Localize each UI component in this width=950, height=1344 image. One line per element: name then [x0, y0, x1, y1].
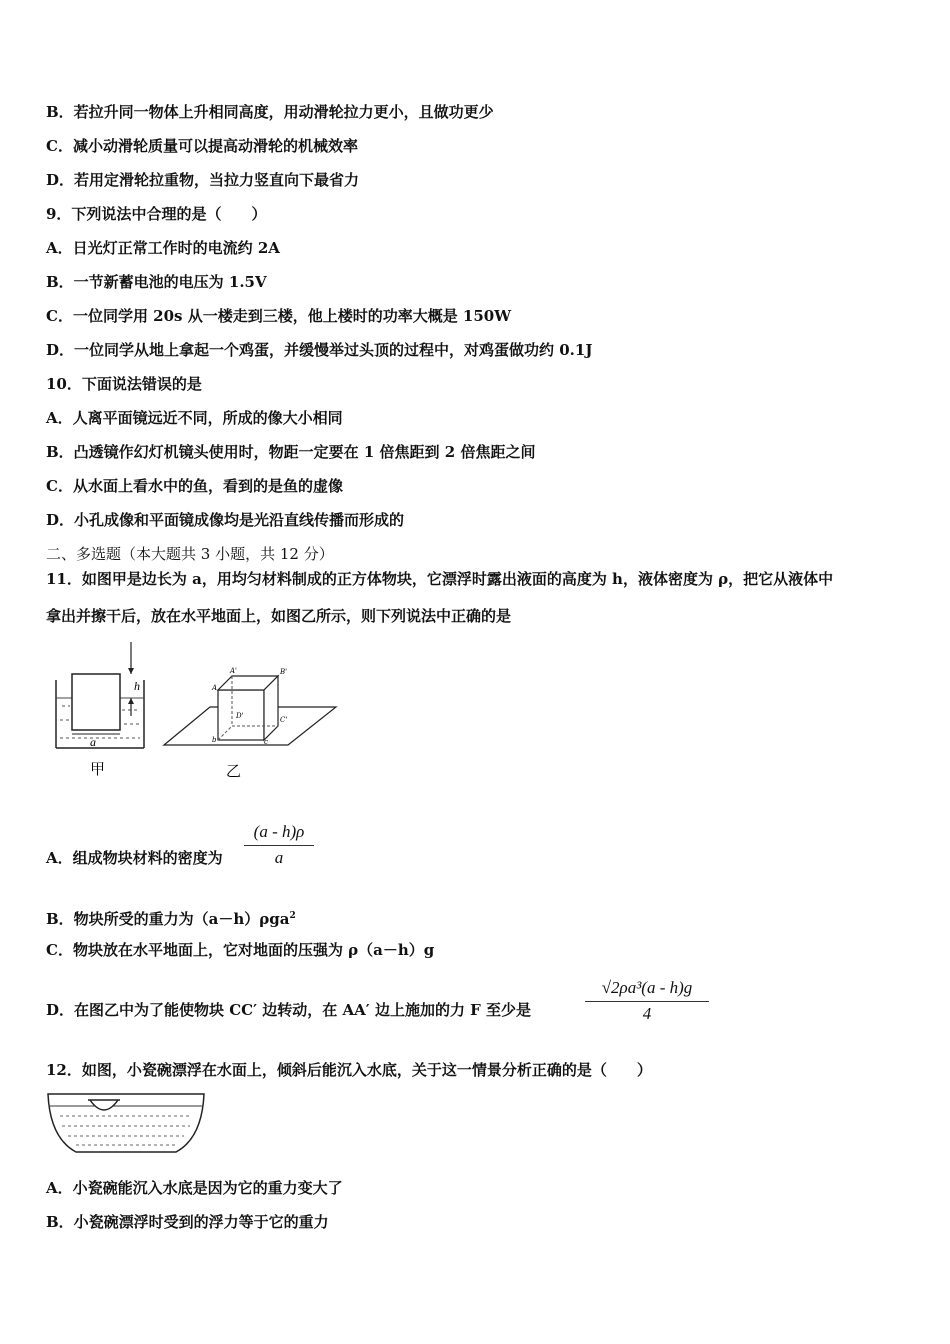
cube-label-a-prime: A' — [230, 667, 237, 675]
question-9: 9．下列说法中合理的是（ ） — [46, 205, 267, 223]
q9-option-b: B．一节新蓄电池的电压为 1.5V — [46, 273, 267, 291]
q8-option-d: D．若用定滑轮拉重物，当拉力竖直向下最省力 — [46, 171, 360, 189]
cube-label-c-prime: C' — [280, 716, 288, 724]
q8-option-b: B．若拉升同一物体上升相同高度，用动滑轮拉力更小，且做功更少 — [46, 103, 494, 121]
cube-label-d-prime: D' — [236, 712, 244, 720]
caption-yi: 乙 — [226, 762, 242, 780]
label-a: a — [90, 735, 96, 749]
q10-option-b: B．凸透镜作幻灯机镜头使用时，物距一定要在 1 倍焦距到 2 倍焦距之间 — [46, 443, 536, 461]
formula-density — [244, 822, 314, 868]
section-title-multiple-choice: 二、多选题（本大题共 3 小题，共 12 分） — [46, 545, 334, 563]
cube-label-b-prime: B' — [280, 668, 288, 676]
cube-label-b: b — [212, 736, 217, 744]
figure-jia-floating-cube — [50, 640, 150, 780]
question-11-line-1: 11．如图甲是边长为 a，用均匀材料制成的正方体物块，它漂浮时露出液面的高度为 h，液体密度为 ρ，把它从液体中 — [46, 570, 834, 588]
q11-option-d: D．在图乙中为了能使物块 CC′ 边转动，在 AA′ 边上施加的力 F 至少是 — [46, 1001, 532, 1019]
q11-option-b — [46, 906, 296, 929]
cube-label-c: c — [264, 738, 268, 746]
figure-bowl-in-water — [46, 1088, 206, 1158]
question-12: 12．如图，小瓷碗漂浮在水面上，倾斜后能沉入水底，关于这一情景分析正确的是（ ） — [46, 1061, 652, 1079]
formula-force — [585, 978, 709, 1024]
q10-option-a: A．人离平面镜远近不同，所成的像大小相同 — [46, 409, 343, 427]
label-h: h — [134, 679, 140, 693]
caption-jia: 甲 — [90, 760, 106, 778]
formula-force-numerator: √2ρa³(a - h)g — [585, 978, 709, 1002]
figure-yi-cube-on-ground — [160, 660, 340, 780]
q9-option-a: A．日光灯正常工作时的电流约 2A — [46, 239, 280, 257]
cube-label-a: A — [212, 684, 218, 692]
q12-option-b: B．小瓷碗漂浮时受到的浮力等于它的重力 — [46, 1213, 329, 1231]
formula-force-denominator: 4 — [642, 1004, 652, 1023]
question-10: 10．下面说法错误的是 — [46, 375, 202, 393]
formula-density-denominator: a — [274, 848, 284, 867]
q11-option-a: A．组成物块材料的密度为 — [46, 849, 223, 867]
q10-option-d: D．小孔成像和平面镜成像均是光沿直线传播而形成的 — [46, 511, 405, 529]
question-11-line-2: 拿出并擦干后，放在水平地面上，如图乙所示，则下列说法中正确的是 — [46, 607, 512, 625]
formula-density-numerator: (a - h)ρ — [244, 822, 314, 846]
q12-option-a: A．小瓷碗能沉入水底是因为它的重力变大了 — [46, 1179, 343, 1197]
q11-option-b-exponent: 2 — [289, 911, 296, 921]
q11-option-b-text: B．物块所受的重力为（a－h）ρga — [46, 910, 290, 928]
q9-option-d: D．一位同学从地上拿起一个鸡蛋，并缓慢举过头顶的过程中，对鸡蛋做功约 0.1J — [46, 341, 593, 359]
q10-option-c: C．从水面上看水中的鱼，看到的是鱼的虚像 — [46, 477, 343, 495]
q8-option-c: C．减小动滑轮质量可以提高动滑轮的机械效率 — [46, 137, 358, 155]
q9-option-c: C．一位同学用 20s 从一楼走到三楼，他上楼时的功率大概是 150W — [46, 307, 512, 325]
q11-option-c: C．物块放在水平地面上，它对地面的压强为 ρ（a－h）g — [46, 941, 435, 959]
